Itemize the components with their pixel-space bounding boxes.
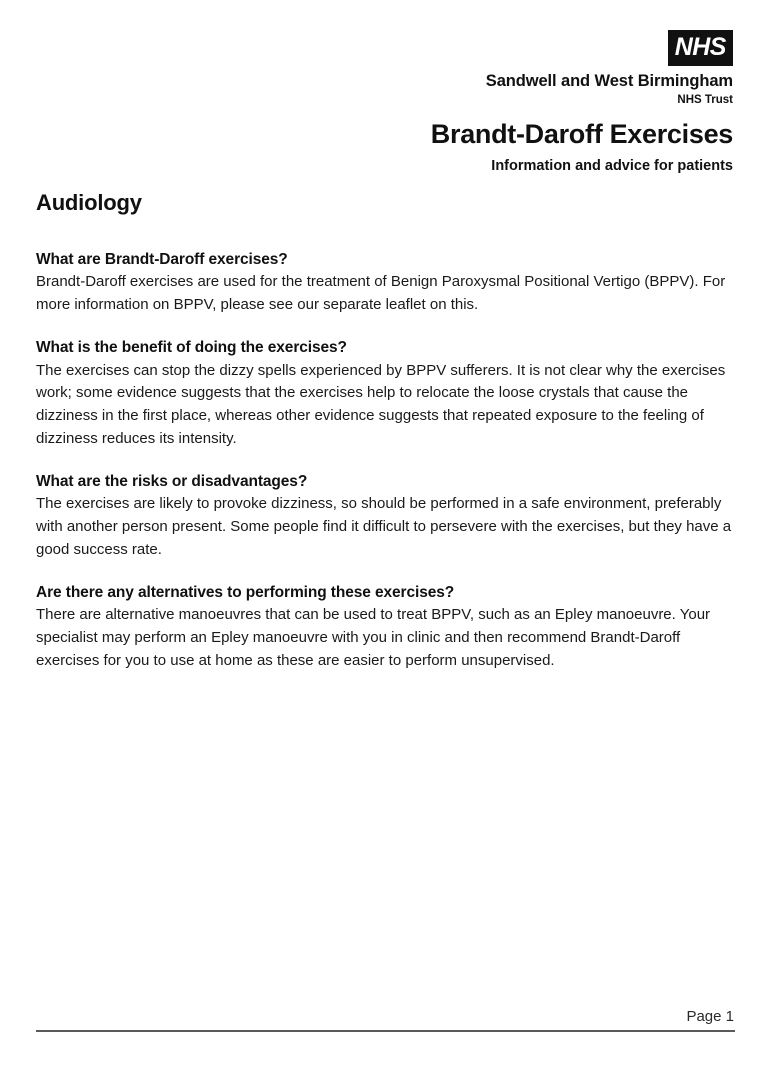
document-title-block (36, 120, 733, 174)
section (36, 250, 734, 317)
page-title: Brandt-Daroff Exercises (430, 119, 733, 149)
nhs-logo: NHS (668, 30, 733, 66)
page-subtitle: Information and advice for patients (491, 157, 733, 174)
page-number: Page 1 (686, 1008, 734, 1025)
section (36, 583, 734, 673)
section (36, 338, 734, 451)
document-body (36, 250, 734, 672)
nhs-logo-row (36, 30, 733, 66)
footer-divider (36, 1030, 735, 1032)
section-heading: What are Brandt-Daroff exercises? (36, 251, 288, 268)
trust-subtitle: NHS Trust (677, 93, 733, 106)
page-footer (36, 1008, 735, 1032)
section-body: The exercises can stop the dizzy spells experienced by BPPV sufferers. It is not clear why the exercises work; some evidence suggests that the exercises help to relocate the loose crystals that cause the dizziness in the first place, whereas other evidence suggests that repeated exposure to the feeling of dizziness reduces its intensity. (36, 361, 726, 447)
section-heading: What are the risks or disadvantages? (36, 472, 308, 490)
section-body: Brandt-Daroff exercises are used for the treatment of Benign Paroxysmal Positional Vertigo (BPPV). For more information on BPPV, please see our separate leaflet on this. (36, 273, 726, 314)
department-heading: Audiology (36, 190, 142, 215)
section (36, 472, 734, 562)
trust-name: Sandwell and West Birmingham (485, 72, 733, 90)
nhs-trust-header (36, 30, 733, 107)
section-body: The exercises are likely to provoke dizziness, so should be performed in a safe environment, preferably with another person present. Some people find it difficult to persevere with the exercises, but they have a good success rate. (36, 495, 732, 558)
section-body: There are alternative manoeuvres that can be used to treat BPPV, such as an Epley manoeuvre. Your specialist may perform an Epley manoeuvre with you in clinic and then recommend Brandt-Daroff exercises for you to use at home as these are easier to perform unsupervised. (36, 605, 711, 669)
section-heading: What is the benefit of doing the exercises? (36, 339, 347, 357)
section-heading: Are there any alternatives to performing these exercises? (36, 583, 455, 601)
